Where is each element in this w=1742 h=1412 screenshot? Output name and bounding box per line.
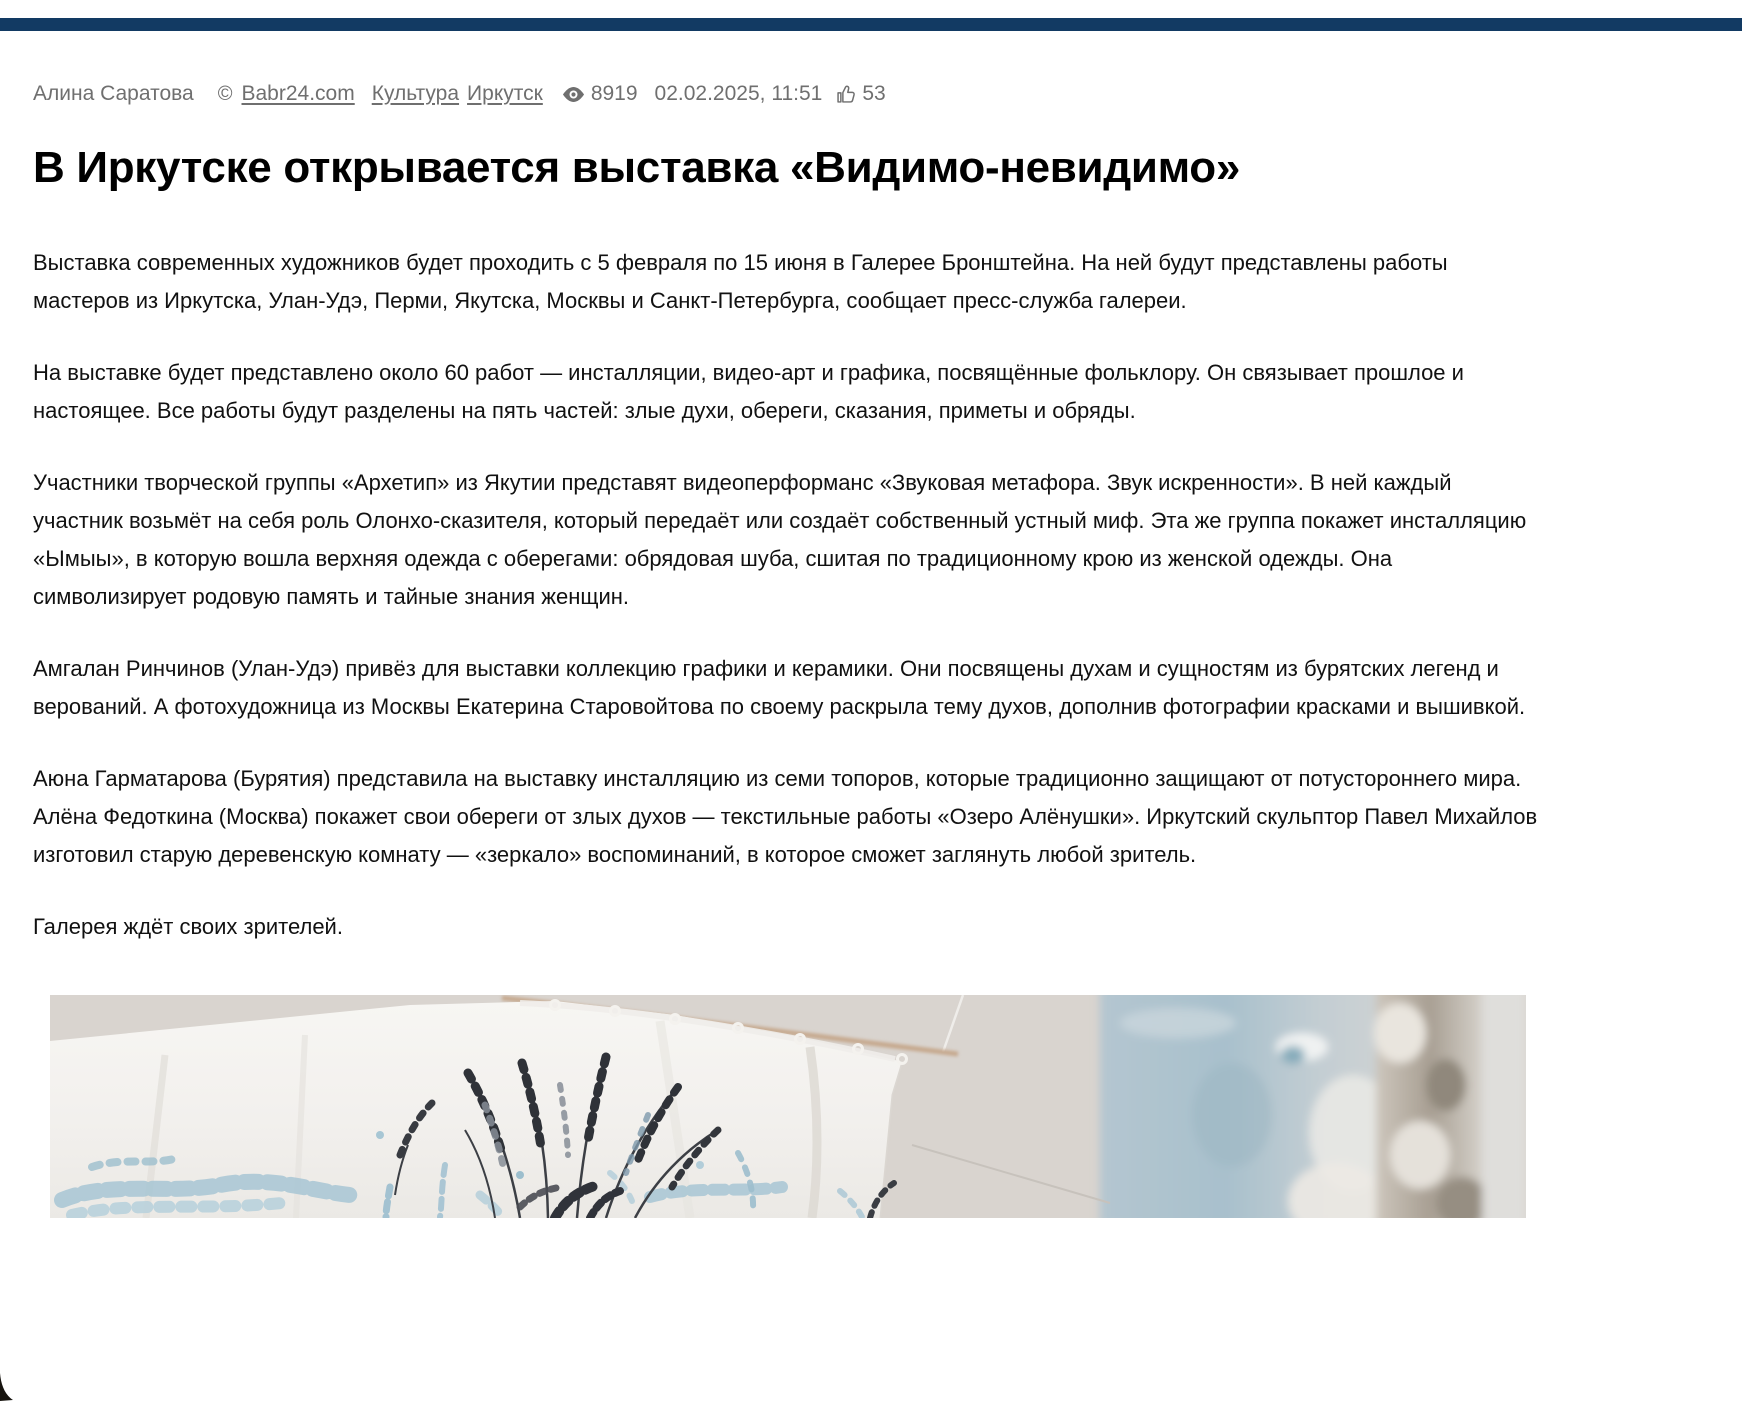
category-link[interactable]: Культура [371,82,460,105]
copyright-icon: © [217,82,233,105]
article-paragraph: Галерея ждёт своих зрителей. [33,914,343,939]
article-photo [50,995,1526,1218]
right-artwork [1100,995,1526,1218]
eye-icon [561,86,586,103]
region-link[interactable]: Иркутск [467,82,543,105]
article-title: В Иркутске открывается выставка «Видимо-невидимо» [33,143,1241,192]
article-content [33,31,1540,1218]
article-paragraph: Выставка современных художников будет проходить с 5 февраля по 15 июня в Галерее Бронштейна. На ней будут представлены работы мастеров из Иркутска, Улан-Удэ, Перми, Якутска, Москвы и Санкт-Петербурга, сообщает пресс-служба галереи. [33,250,1448,313]
author-name: Алина Саратова [33,82,194,105]
article-paragraph: Участники творческой группы «Архетип» из Якутии представят видеоперформанс «Звуковая метафора. Звук искренности». В ней каждый участник возьмёт на себя роль Олонхо-сказителя, который передаёт или создаёт собственный устный миф. Эта же группа покажет инсталляцию «Ымыы», в которую вошла верхняя одежда с оберегами: обрядовая шуба, сшитая по традиционному крою из женской одежды. Она символизирует родовую память и тайные знания женщин. [33,470,1527,609]
views-counter [561,82,638,106]
source-link[interactable]: Babr24.com [241,82,355,105]
likes-count: 53 [862,82,886,105]
article-paragraph: Амгалан Ринчинов (Улан-Удэ) привёз для выставки коллекцию графики и керамики. Они посвящены духам и сущностям из бурятских легенд и верований. А фотохудожница из Москвы Екатерина Старовойтова по своему раскрыла тему духов, дополнив фотографии красками и вышивкой. [33,656,1526,719]
likes-counter[interactable] [835,82,885,106]
views-count: 8919 [590,82,638,105]
publish-datetime: 02.02.2025, 11:51 [654,82,823,105]
page-corner-mark [0,1373,14,1401]
article-paragraph: На выставке будет представлено около 60 работ — инсталляции, видео-арт и графика, посвящённые фольклору. Он связывает прошлое и настоящее. Все работы будут разделены на пять частей: злые духи, обереги, сказания, приметы и обряды. [33,360,1464,423]
thumbs-up-icon [835,84,856,105]
byline [33,82,1540,106]
site-header-bar [0,18,1742,31]
article-paragraph: Аюна Гарматарова (Бурятия) представила на выставку инсталляцию из семи топоров, которые традиционно защищают от потустороннего мира. Алёна Федоткина (Москва) покажет свои обереги от злых духов — текстильные работы «Озеро Алёнушки». Иркутский скульптор Павел Михайлов изготовил старую деревенскую комнату — «зеркало» воспоминаний, в которое сможет заглянуть любой зритель. [33,766,1538,867]
